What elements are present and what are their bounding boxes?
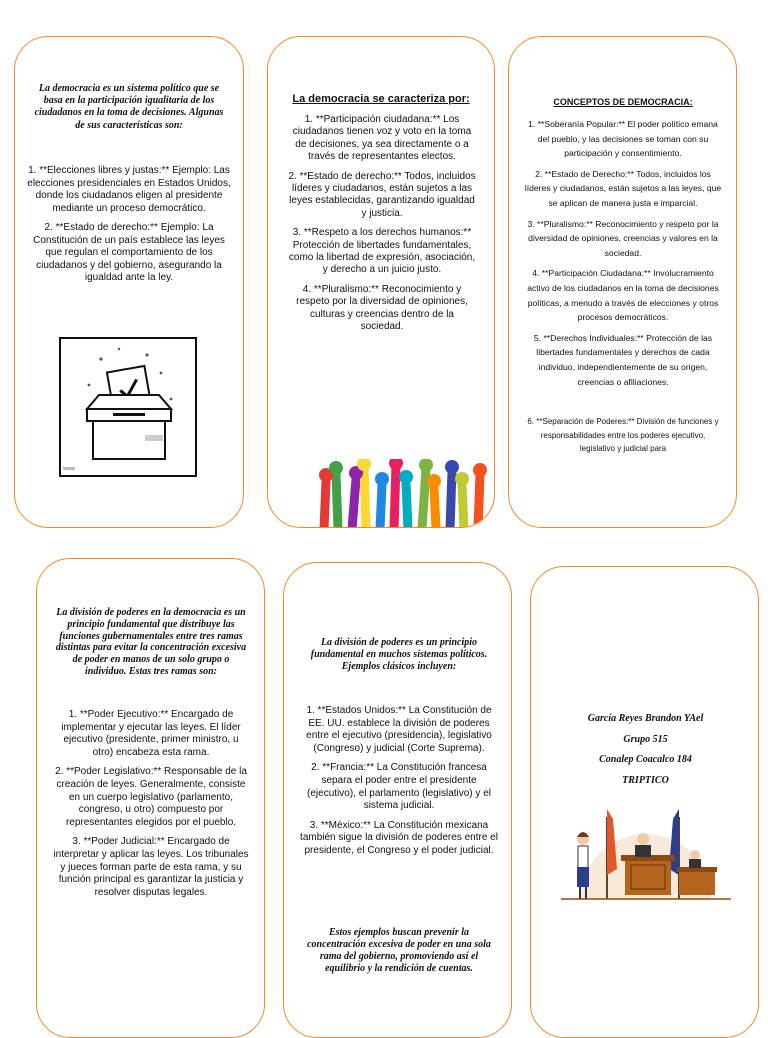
cover-info xyxy=(541,709,750,791)
school-label: Conalep Coacalco 184 xyxy=(599,754,692,766)
list-item: 6. **Separación de Poderes:** División de funciones y responsabilidades entre los poderes ejecutivo, legislativo y judicial para xyxy=(527,417,719,454)
panel1-list xyxy=(27,165,231,292)
list-item: 2. **Poder Legislativo:** Responsable de la creación de leyes. Generalmente, consiste en un cuerpo legislativo (parlamento, congreso, u otro) compuesto por representantes elegidos por el pueblo. xyxy=(55,766,247,828)
author-name: García Reyes Brandon YAel xyxy=(587,713,704,724)
panel-conceptos xyxy=(508,36,737,528)
panel2-title: La democracia se caracteriza por: xyxy=(292,93,470,105)
list-item: 1. **Soberanía Popular:** El poder político emana del pueblo, y las decisiones se toman con su participación y consentimiento. xyxy=(528,119,718,159)
ballot-box-image xyxy=(59,337,197,477)
list-item: 3. **Respeto a los derechos humanos:** Protección de libertades fundamentales, como la libertad de expresión, asociación, y derecho a un juicio justo. xyxy=(288,227,476,276)
courtroom-icon xyxy=(561,799,731,909)
list-item: 1. **Estados Unidos:** La Constitución de EE. UU. establece la división de poderes entre el ejecutivo (presidencia), legislativo (Congreso) y judicial (Corte Suprema). xyxy=(306,705,492,754)
list-item: 1. **Elecciones libres y justas:** Ejemplo: Las elecciones presidenciales en Estados Unidos, donde los ciudadanos eligen al presidente mediante un proceso democrático. xyxy=(27,165,231,214)
panel-portada xyxy=(530,566,759,1038)
panel3-list xyxy=(523,117,723,463)
list-item: 5. **Derechos Individuales:** Protección de las libertades fundamentales y derechos de cada individuo, independientemente de su origen, creencias o afiliaciones. xyxy=(533,332,713,387)
panel5-list xyxy=(300,705,498,865)
group-label: Grupo 515 xyxy=(623,733,668,745)
panel3-title: CONCEPTOS DE DEMOCRACIA: xyxy=(553,97,693,107)
raised-hands-icon xyxy=(316,459,495,528)
list-item: 3. **Pluralismo:** Reconocimiento y respeto por la diversidad de opiniones, creencias y valores en la sociedad. xyxy=(527,218,719,258)
panel-caracteristicas xyxy=(267,36,495,528)
list-item: 2. **Francia:** La Constitución francesa separa el poder entre el presidente (ejecutivo), el parlamento (legislativo) y el sistema judicial. xyxy=(307,762,491,812)
list-item: 2. **Estado de derecho:** Todos, incluidos líderes y ciudadanos, están sujetos a las leyes establecidas, garantizando igualdad y justicia. xyxy=(288,170,476,219)
list-item: 4. **Participación Ciudadana:** Involucramiento activo de los ciudadanos en la toma de decisiones políticas, a menudo a través de elecciones y otros procesos democráticos. xyxy=(527,268,719,323)
list-item: 3. **México:** La Constitución mexicana también sigue la división de poderes entre el presidente, el Congreso y el poder judicial. xyxy=(300,819,498,856)
panel1-intro: La democracia es un sistema político que se basa en la participación igualitaria de los ciudadanos en la toma de decisiones. Algunas de sus características son: xyxy=(34,83,224,131)
panel4-list xyxy=(53,709,249,906)
panel-ejemplos xyxy=(283,562,512,1038)
list-item: 2. **Estado de derecho:** Ejemplo: La Constitución de un país establece las leyes que regulan el comportamiento de los ciudadanos y del gobierno, asegurando la igualdad ante la ley. xyxy=(33,222,225,283)
list-item: 2. **Estado de Derecho:** Todos, incluidos los líderes y ciudadanos, están sujetos a las leyes, que se aplican de manera justa e imparcial. xyxy=(524,168,722,208)
list-item: 4. **Pluralismo:** Reconocimiento y respeto por la diversidad de opiniones, culturas y creencias dentro de la sociedad. xyxy=(296,283,468,333)
list-item: 1. **Poder Ejecutivo:** Encargado de implementar y ejecutar las leyes. El líder ejecutivo (presidente, primer ministro, u otro) encabeza esta rama. xyxy=(61,709,241,758)
document-type: TRIPTICO xyxy=(622,774,669,786)
panel5-outro: Estos ejemplos buscan prevenir la concentración excesiva de poder en una sola rama del gobierno, promoviendo así el equilibrio y la rendición de cuentas. xyxy=(307,927,491,974)
ballot-box-icon xyxy=(61,339,195,475)
panel-democracia-intro xyxy=(14,36,244,528)
panel-division-poderes xyxy=(36,558,265,1038)
list-item: 3. **Poder Judicial:** Encargado de interpretar y aplicar las leyes. Los tribunales y jueces forman parte de esta rama, y su función principal es garantizar la justicia y resolver disputas legales. xyxy=(53,836,249,898)
list-item: 1. **Participación ciudadana:** Los ciudadanos tienen voz y voto en la toma de decisiones, ya sea directamente o a través de representantes electos. xyxy=(292,114,472,163)
panel4-intro: La división de poderes en la democracia es un principio fundamental que distribuye las funciones gubernamentales entre tres ramas distintas para evitar la concentración excesiva de poder en manos de un solo grupo o individuo. Estas tres ramas son: xyxy=(55,607,247,677)
panel2-list xyxy=(288,114,476,341)
panel5-intro: La división de poderes es un principio fundamental en muchos sistemas políticos. Ejemplos clásicos incluyen: xyxy=(310,637,488,672)
